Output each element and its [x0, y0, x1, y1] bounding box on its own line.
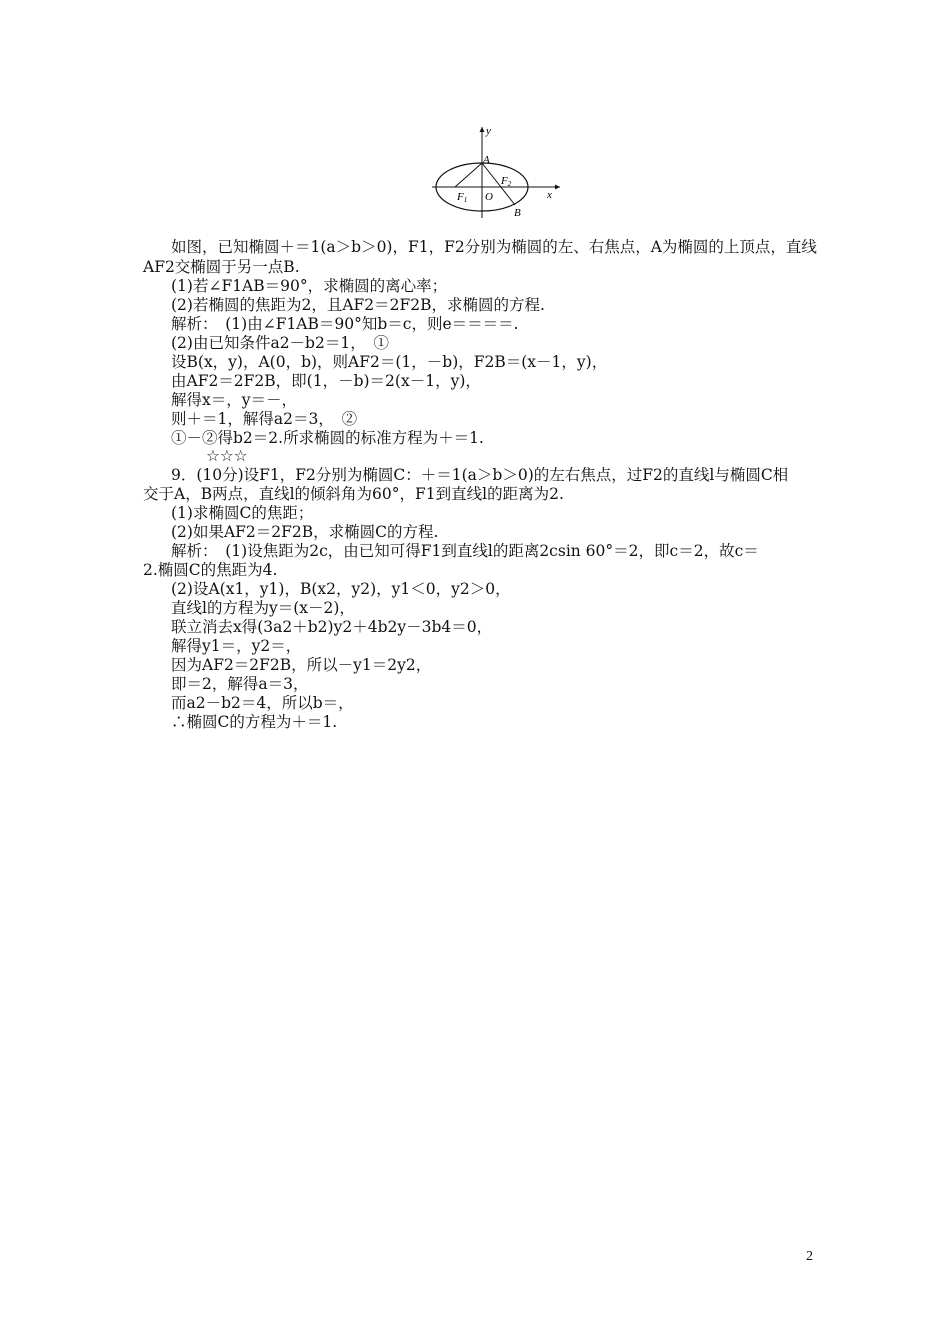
- p9-line-3: (1)求椭圆C的焦距；: [171, 504, 314, 522]
- p8-line-3: (1)若∠F1AB＝90°，求椭圆的离心率；: [171, 277, 448, 295]
- p8-line-11: ①－②得b2＝2.所求椭圆的标准方程为＋＝1.: [171, 429, 484, 447]
- label-y: y: [486, 125, 491, 137]
- p9-line-14: ∴椭圆C的方程为＋＝1.: [171, 713, 338, 731]
- p8-line-1: 如图，已知椭圆＋＝1(a＞b＞0)，F1，F2分别为椭圆的左、右焦点，A为椭圆的上顶点，直线: [171, 238, 817, 256]
- p8-line-4: (2)若椭圆的焦距为2，且AF2＝2F2B，求椭圆的方程.: [171, 296, 545, 314]
- label-o: O: [485, 191, 493, 203]
- p9-line-1: 9．(10分)设F1，F2分别为椭圆C：＋＝1(a＞b＞0)的左右焦点，过F2的直线l与椭圆C相: [171, 466, 789, 484]
- p8-line-2: AF2交椭圆于另一点B.: [143, 258, 300, 276]
- p9-line-11: 因为AF2＝2F2B，所以－y1＝2y2，: [171, 656, 432, 674]
- p9-line-13: 而a2－b2＝4，所以b＝，: [171, 694, 354, 712]
- p9-line-10: 解得y1＝，y2＝，: [171, 637, 302, 655]
- p8-line-6: (2)由已知条件a2－b2＝1， ①: [171, 334, 389, 352]
- p9-line-4: (2)如果AF2＝2F2B，求椭圆C的方程.: [171, 523, 439, 541]
- p9-line-8: 直线l的方程为y＝(x－2)，: [171, 599, 355, 617]
- label-a: A: [483, 154, 490, 166]
- ellipse-figure: [428, 122, 564, 220]
- p8-line-10: 则＋＝1，解得a2＝3， ②: [171, 410, 358, 428]
- p9-line-2: 交于A，B两点，直线l的倾斜角为60°，F1到直线l的距离为2.: [143, 485, 564, 503]
- p8-line-5: 解析： (1)由∠F1AB＝90°知b＝c，则e＝＝＝＝.: [171, 315, 519, 333]
- p9-line-5: 解析： (1)设焦距为2c，由已知可得F1到直线l的距离2csin 60°＝2，即c＝2，故c＝: [171, 542, 759, 560]
- y-axis-arrow: [480, 127, 485, 132]
- p9-line-6: 2.椭圆C的焦距为4.: [143, 561, 278, 579]
- p9-line-7: (2)设A(x1，y1)，B(x2，y2)，y1＜0，y2＞0，: [171, 580, 511, 598]
- page-number: 2: [806, 1249, 813, 1264]
- stars-divider: ☆☆☆: [206, 447, 248, 465]
- p9-line-9: 联立消去x得(3a2＋b2)y2＋4b2y－3b4＝0，: [171, 618, 493, 636]
- p9-line-12: 即＝2，解得a＝3，: [171, 675, 309, 693]
- p8-line-8: 由AF2＝2F2B，即(1，－b)＝2(x－1，y)，: [171, 372, 481, 390]
- p8-line-7: 设B(x，y)，A(0，b)，则AF2＝(1，－b)，F2B＝(x－1，y)，: [171, 353, 608, 371]
- label-x: x: [547, 189, 552, 201]
- label-f1: F1: [457, 191, 468, 204]
- p8-line-9: 解得x＝，y＝－，: [171, 391, 297, 409]
- x-axis-arrow: [555, 185, 560, 190]
- label-f2: F2: [501, 175, 512, 188]
- label-b: B: [514, 207, 521, 219]
